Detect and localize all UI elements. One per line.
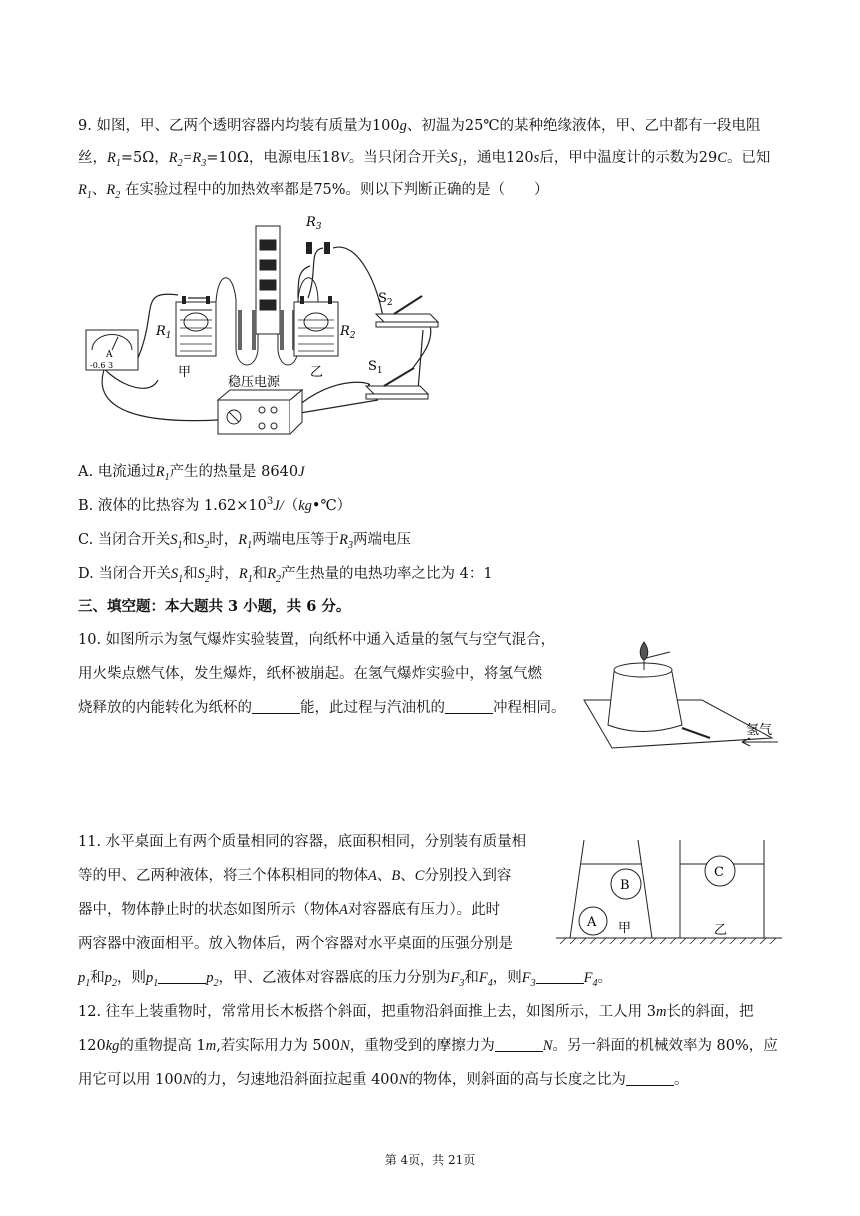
q11-blank-1[interactable] [158,969,206,984]
q10-line-3: 烧释放的内能转化为纸杯的 能，此过程与汽油机的 冲程相同。 [78,700,566,716]
q9-line-2: 丝，$R_1=5\Omega$，$R_2=R_3=10\Omega$，电源电压18V。当只闭合开关$S_1$，通电120s后，甲中温度计的示数为29C。已知 [78,150,771,169]
q12-blank-1[interactable] [495,1037,543,1052]
section-3-heading: 三、填空题：本大题共 3 小题，共 6 分。 [78,598,351,615]
q10-blank-2[interactable] [445,699,493,714]
resistor-R3 [306,242,330,254]
q12-line-1: 12. 往车上装重物时，常常用长木板搭个斜面，把重物沿斜面推上去，如图所示，工人用 3m长的斜面，把 [78,1004,754,1020]
ammeter [86,330,138,370]
container-yi [294,296,338,356]
label-R2: $R_2$ [340,324,356,341]
q11-blank-2[interactable] [536,969,584,984]
ammeter-label: A [106,350,113,360]
q9-line-1: 9. 如图，甲、乙两个透明容器内均装有质量为100g、初温为25℃的某种绝缘液体，甲、乙中都有一段电阻 [78,118,761,134]
q11-line-3: 器中，物体静止时的状态如图所示（物体A对容器底有压力）。此时 [78,902,501,918]
q10-line-2: 用火柴点燃气体，发生爆炸，纸杯被崩起。在氢气爆炸实验中，将氢气燃 [78,666,542,682]
q12-line-3: 用它可以用 100N的力，匀速地沿斜面拉起重 400N的物体，则斜面的高与长度之比为 。 [78,1072,689,1088]
page-footer: 第 4页，共 21页 [384,1153,476,1167]
liquid-yi-label: 乙 [714,923,728,938]
label-R1: $R_1$ [156,324,172,341]
q9-option-a: A. 电流通过$R_1$产生的热量是 8640J [78,464,305,483]
power-supply [218,390,302,434]
q9-circuit-figure [78,210,448,442]
q9-option-c: C. 当闭合开关$S_1$和$S_2$时，$R_1$两端电压等于$R_3$两端电压 [78,532,412,551]
ammeter-scale: -0.6 3 [90,361,114,370]
q9-option-b: B. 液体的比热容为 $1.62\times 10^3J/(kg•℃)$ [78,496,352,514]
q11-line-5: $p_1$和$p_2$，则$p_1$ $p_2$，甲、乙液体对容器底的压力分别为$F_3$和$F_4$，则$F_3$ $F_4$。 [78,970,612,989]
liquid-jia-label: 甲 [618,921,632,936]
label-R3: $R_3$ [306,215,322,232]
q9-line-3: $R_1$、$R_2$ 在实验过程中的加热效率都是75%。则以下判断正确的是（ ） [78,182,549,201]
object-A-label: A [587,915,597,930]
q10-cup-figure [582,630,782,755]
label-power: 稳压电源 [228,375,281,390]
q11-containers-figure [556,834,782,946]
label-S2: $S_2$ [378,291,393,308]
label-yi: 乙 [310,365,324,380]
q11-line-2: 等的甲、乙两种液体，将三个体积相同的物体A、B、C分别投入到容 [78,868,512,884]
q10-blank-1[interactable] [252,699,300,714]
label-S1: $S_1$ [368,359,383,376]
label-jia: 甲 [178,365,192,380]
q10-line-1: 10. 如图所示为氢气爆炸实验装置，向纸杯中通入适量的氢气与空气混合， [78,632,556,648]
object-C-label: C [714,865,724,880]
object-B-label: B [620,878,630,893]
q9-option-d: D. 当闭合开关$S_1$和$S_2$时，$R_1$和$R_2$产生热量的电热功率之比为 4：1 [78,566,493,585]
q12-blank-2[interactable] [626,1071,674,1086]
hydrogen-label: 氢气 [746,723,773,738]
container-jia [176,296,216,356]
q12-line-2: 120kg的重物提高 1m,若实际用力为 500N，重物受到的摩擦力为 N。另一斜面的机械效率为 80%，应 [78,1038,778,1054]
q11-line-4: 两容器中液面相平。放入物体后，两个容器对水平桌面的压强分别是 [78,936,513,952]
q11-line-1: 11. 水平桌面上有两个质量相同的容器，底面积相同，分别装有质量相 [78,834,527,850]
